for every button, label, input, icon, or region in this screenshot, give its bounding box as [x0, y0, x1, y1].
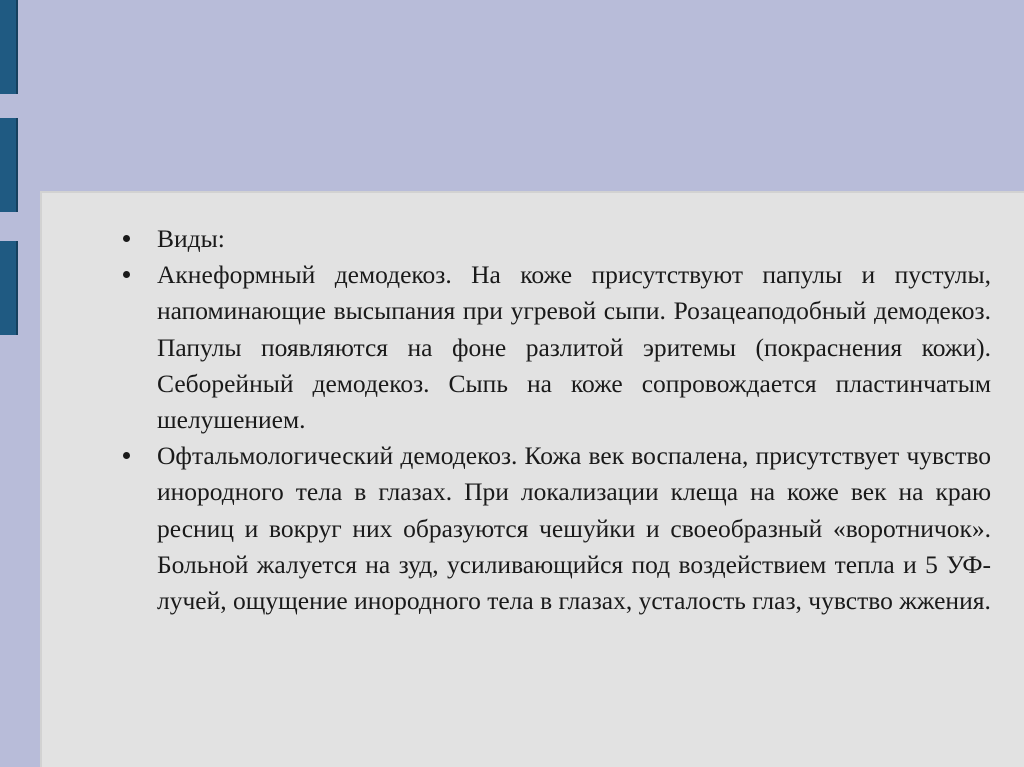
bullet-text-skin-forms: Акнеформный демодекоз. На коже присутствуют папулы и пустулы, напоминающие высыпания при угревой сыпи. Розацеаподобный демодекоз. Папулы появляются на фоне разлитой эритемы (покраснения кожи). Себорейный демодекоз. Сыпь на коже сопровождается пластинчатым шелушением. [157, 260, 991, 435]
bullet-item-ophthalmic [119, 438, 991, 619]
bullet-text-ophthalmic: Офтальмологический демодекоз. Кожа век воспалена, присутствует чувство инородного тела в глазах. При локализации клеща на коже век на краю ресниц и вокруг них образуются чешуйки и своеобразный «воротничок». Больной жалуется на зуд, усиливающийся под воздействием тепла и 5 УФ-лучей, ощущение инородного тела в глазах, усталость глаз, чувство жжения. [157, 441, 991, 616]
decorative-bar-bottom [0, 241, 18, 335]
bullet-item-types [119, 221, 991, 257]
bullet-list [119, 221, 991, 619]
bullet-item-skin-forms [119, 257, 991, 438]
bullet-dot-icon [123, 452, 130, 459]
bullet-dot-icon [123, 271, 130, 278]
bullet-text-types: Виды: [157, 224, 225, 253]
content-panel [40, 191, 1024, 767]
bullet-dot-icon [123, 235, 130, 242]
decorative-bar-top [0, 0, 18, 94]
decorative-bar-middle [0, 118, 18, 212]
